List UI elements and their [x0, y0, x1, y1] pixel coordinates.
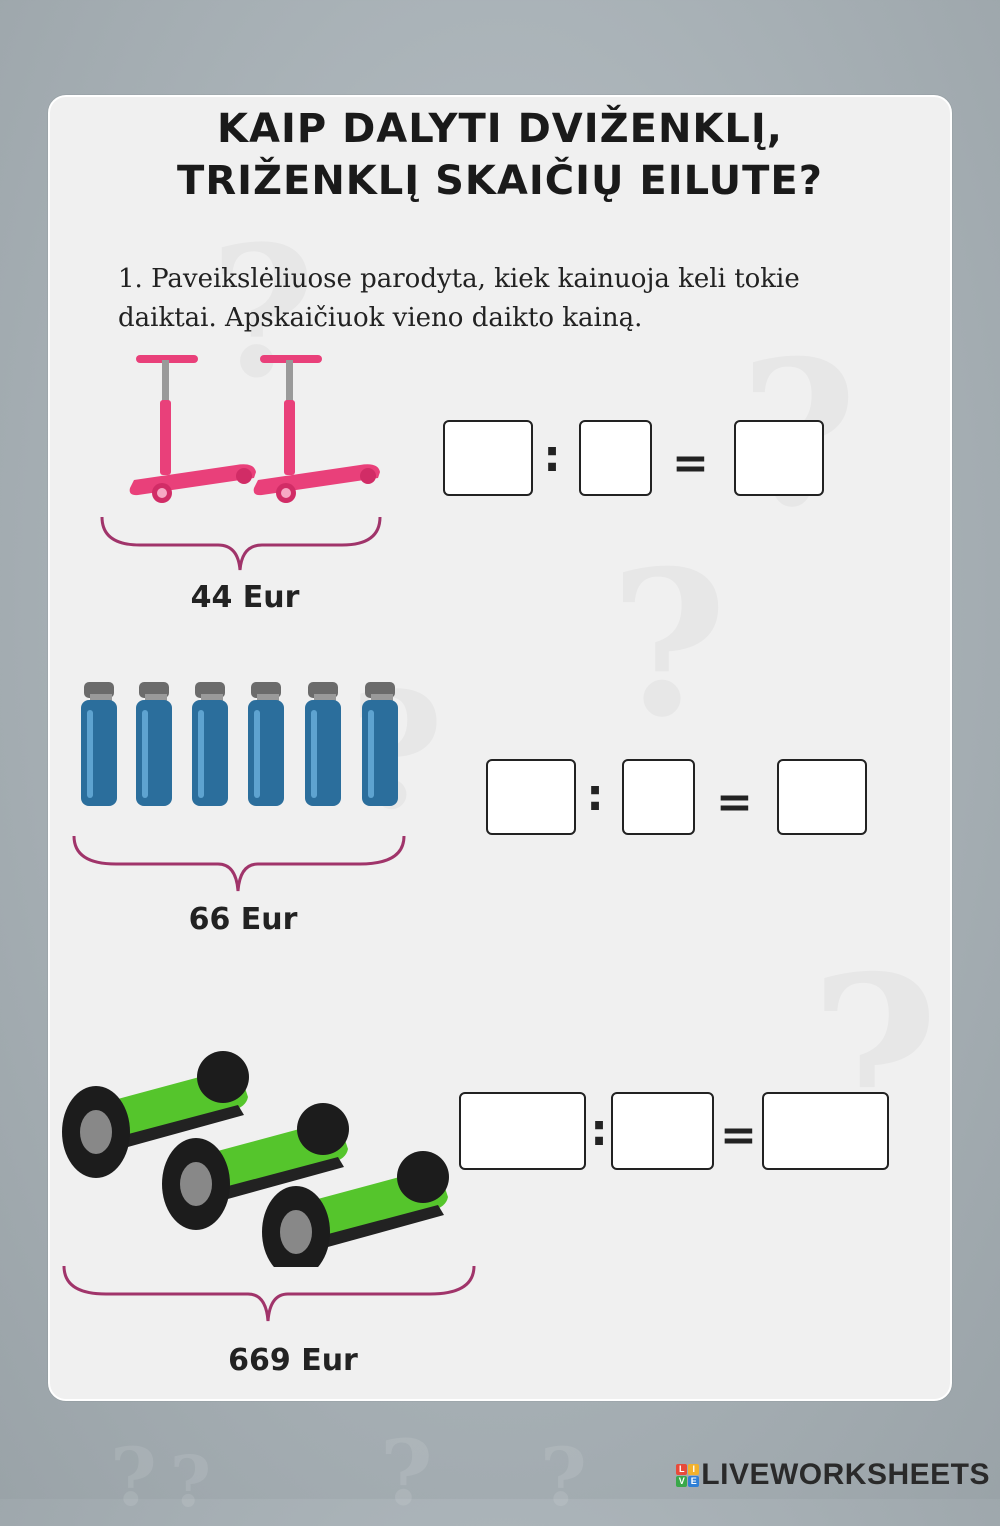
liveworksheets-logo-mark: [676, 1464, 699, 1487]
background-question-mark: ?: [380, 1420, 433, 1526]
water-bottle-icon: [362, 682, 398, 806]
liveworksheets-logo[interactable]: [676, 1459, 990, 1491]
divide-sign: :: [590, 1105, 608, 1156]
divide-sign: :: [586, 770, 604, 821]
curly-brace: [62, 1264, 476, 1326]
logo-letter: E: [688, 1476, 699, 1487]
price-label: 44 Eur: [190, 580, 300, 615]
answer-input-divisor[interactable]: [579, 420, 652, 496]
divide-sign: :: [543, 431, 561, 482]
equals-sign: =: [720, 1110, 757, 1161]
worksheet-card: [48, 95, 952, 1401]
answer-input-result[interactable]: [762, 1092, 889, 1170]
scooters-illustration: [126, 350, 386, 515]
bottles-illustration: [76, 680, 408, 810]
price-label: 66 Eur: [188, 902, 298, 937]
page-title-line2: TRIŽENKLĮ SKAIČIŲ EILUTE?: [177, 158, 823, 204]
card-question-mark: [610, 527, 727, 762]
curly-brace: [100, 515, 382, 575]
page-title-line1: KAIP DALYTI DVIŽENKLĮ,: [217, 106, 783, 152]
logo-letter: V: [676, 1476, 687, 1487]
water-bottle-icon: [305, 682, 341, 806]
curly-brace: [72, 834, 406, 896]
water-bottle-icon: [81, 682, 117, 806]
answer-input-dividend[interactable]: [443, 420, 533, 496]
task-instruction: 1. Paveikslėliuose parodyta, kiek kainuoja keli tokie daiktai. Apskaičiuok vieno daikto kainą.: [118, 264, 800, 333]
equals-sign: =: [716, 777, 753, 828]
answer-input-result[interactable]: [734, 420, 824, 496]
logo-text: LIVEWORKSHEETS: [701, 1458, 990, 1491]
answer-input-dividend[interactable]: [486, 759, 576, 835]
price-label: 669 Eur: [228, 1343, 358, 1378]
water-bottle-icon: [248, 682, 284, 806]
background-question-mark: ?: [170, 1440, 212, 1523]
answer-input-divisor[interactable]: [622, 759, 695, 835]
answer-input-dividend[interactable]: [459, 1092, 586, 1170]
answer-input-divisor[interactable]: [611, 1092, 714, 1170]
hoverboards-illustration: [58, 1047, 458, 1267]
water-bottle-icon: [192, 682, 228, 806]
logo-letter: I: [688, 1464, 699, 1475]
answer-input-result[interactable]: [777, 759, 867, 835]
scooter-icon: [130, 355, 256, 503]
water-bottle-icon: [136, 682, 172, 806]
background-question-mark: ?: [110, 1430, 157, 1524]
scooter-icon: [254, 355, 380, 503]
equals-sign: =: [672, 438, 709, 489]
background-question-mark: ?: [540, 1430, 587, 1524]
logo-letter: L: [676, 1464, 687, 1475]
